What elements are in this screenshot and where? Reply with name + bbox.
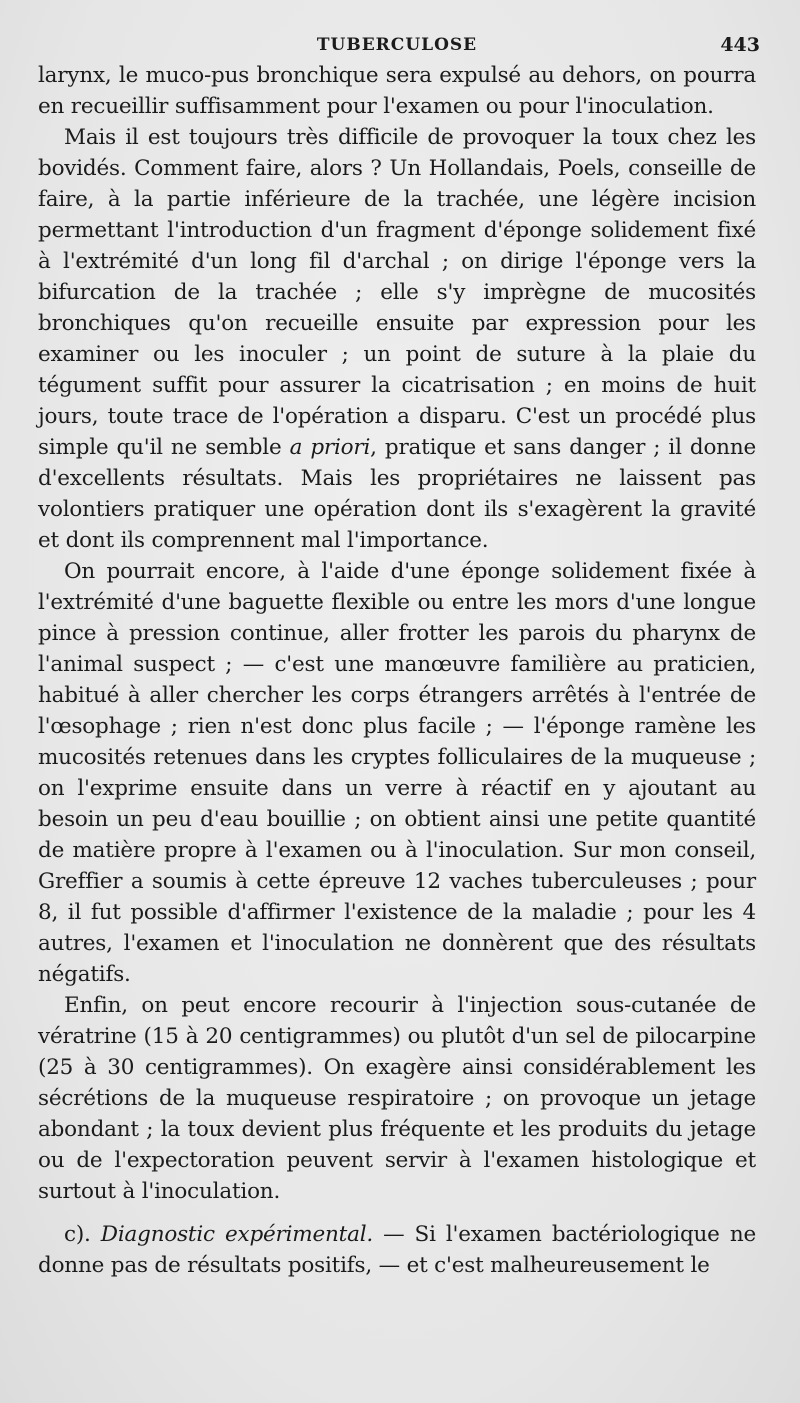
running-head (38, 30, 760, 60)
paragraph-experimental-diagnosis (38, 1219, 756, 1281)
page-number: 443 (720, 34, 760, 56)
paragraph-poels-method (38, 122, 756, 556)
paragraph-text: — Si l'examen bactériologique ne donne pas de résultats positifs, — et c'est malheureusement le (38, 1222, 756, 1278)
paragraph-injection (38, 990, 756, 1207)
body-text (38, 60, 756, 1281)
running-title: TUBERCULOSE (316, 35, 478, 55)
paragraph-text: Mais il est toujours très difficile de provoquer la toux chez les bovidés. Comment faire, alors ? Un Hollandais, Poels, conseille de faire, à la partie inférieure de la trachée, une légère incision permettant l'introduction d'un fragment d'éponge solidement fixé à l'extrémité d'un long fil d'archal ; on dirige l'éponge vers la bifurcation de la trachée ; elle s'y imprègne de mucosités bronchiques qu'on recueille ensuite par expression pour les examiner ou les inoculer ; un point de suture à la plaie du tégument suffit pour assurer la cicatrisation ; en moins de huit jours, toute trace de l'opération a disparu. C'est un procédé plus simple qu'il ne semble (38, 125, 756, 460)
paragraph-continuation (38, 60, 756, 122)
section-title: Diagnostic expérimental. (100, 1222, 374, 1247)
paragraph-text: larynx, le muco-pus bronchique sera expulsé au dehors, on pourra en recueillir suffisamment pour l'examen ou pour l'inoculation. (38, 63, 756, 119)
paragraph-pharynx-sponge (38, 556, 756, 990)
paragraph-text: Enfin, on peut encore recourir à l'injection sous-cutanée de vératrine (15 à 20 centigrammes) ou plutôt d'un sel de pilocarpine (25 à 30 centigrammes). On exagère ainsi considérablement les sécrétions de la muqueuse respiratoire ; on provoque un jetage abondant ; la toux devient plus fréquente et les produits du jetage ou de l'expectoration peuvent servir à l'examen histologique et surtout à l'inoculation. (38, 993, 756, 1204)
italic-phrase: a priori (289, 435, 371, 460)
section-marker: c). (64, 1222, 101, 1247)
paragraph-text: On pourrait encore, à l'aide d'une éponge solidement fixée à l'extrémité d'une baguette flexible ou entre les mors d'une longue pince à pression continue, aller frotter les parois du pharynx de l'animal suspect ; — c'est une manœuvre familière au praticien, habitué à aller chercher les corps étrangers arrêtés à l'entrée de l'œsophage ; rien n'est donc plus facile ; — l'éponge ramène les mucosités retenues dans les cryptes folliculaires de la muqueuse ; on l'exprime ensuite dans un verre à réactif en y ajoutant au besoin un peu d'eau bouillie ; on obtient ainsi une petite quantité de matière propre à l'examen ou à l'inoculation. Sur mon conseil, Greffier a soumis à cette épreuve 12 vaches tuberculeuses ; pour 8, il fut possible d'affirmer l'existence de la maladie ; pour les 4 autres, l'examen et l'inoculation ne donnèrent que des résultats négatifs. (38, 559, 756, 987)
paragraph-text: , pratique et sans danger ; il donne d'excellents résultats. Mais les propriétaires ne laissent pas volontiers pratiquer une opération dont ils s'exagèrent la gravité et dont ils comprennent mal l'importance. (38, 435, 757, 553)
